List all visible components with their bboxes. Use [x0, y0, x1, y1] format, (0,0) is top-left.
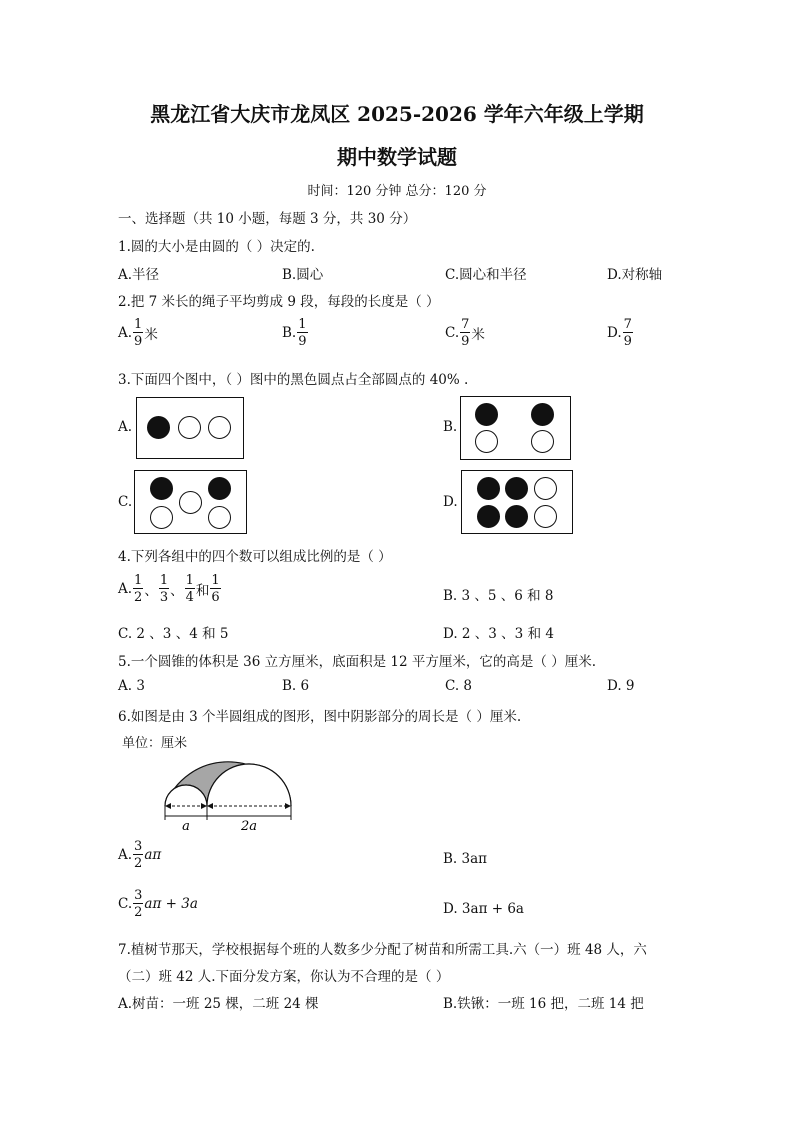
fraction [297, 318, 307, 348]
q7-option-b: B.铁锹：一班 16 把，二班 14 把 [443, 996, 644, 1012]
fraction-numerator: 1 [134, 317, 143, 332]
question-6-stem: 6.如图是由 3 个半圆组成的图形，图中阴影部分的周长是（ ）厘米. [118, 709, 522, 725]
q3-figure-b [460, 396, 571, 460]
q4-option-a [118, 574, 222, 604]
q5-option-a: A. 3 [118, 678, 145, 694]
black-dot [477, 477, 500, 500]
white-dot [534, 505, 557, 528]
q3-option-d-label: D. [443, 494, 458, 510]
q3-option-c-label: C. [118, 494, 133, 510]
q4-option-c: C. 2 、3 、4 和 5 [118, 626, 229, 642]
question-5-stem: 5.一个圆锥的体积是 36 立方厘米，底面积是 12 平方厘米，它的高是（ ）厘米. [118, 654, 596, 670]
q6-option-c [118, 889, 198, 919]
q2-option-a [118, 318, 158, 348]
fraction-numerator: 7 [623, 317, 632, 332]
fraction [159, 574, 169, 604]
q4-option-label: A. [118, 581, 133, 597]
fraction-numerator: 3 [134, 888, 143, 903]
q3-option-a-label: A. [118, 419, 133, 435]
white-dot [208, 506, 231, 529]
q4-option-b: B. 3 、5 、6 和 8 [443, 588, 554, 604]
q5-option-d: D. 9 [607, 678, 635, 694]
white-dot [208, 416, 231, 439]
fraction-denominator: 9 [461, 334, 470, 349]
question-2-stem: 2.把 7 米长的绳子平均剪成 9 段，每段的长度是（ ） [118, 294, 440, 310]
white-dot [150, 506, 173, 529]
q6-option-label: C. [118, 896, 133, 912]
black-dot [208, 477, 231, 500]
black-dot [477, 505, 500, 528]
q1-option-d: D.对称轴 [607, 267, 663, 283]
black-dot [475, 403, 498, 426]
black-dot [505, 505, 528, 528]
question-7-stem-line1: 7.植树节那天，学校根据每个班的人数多少分配了树苗和所需工具.六（一）班 48 人，六 [118, 942, 647, 958]
white-dot [475, 430, 498, 453]
q2-option-d [607, 318, 634, 348]
fraction [133, 840, 143, 870]
q6-option-a [118, 840, 161, 870]
page-title: 黑龙江省大庆市龙凤区 2025-2026 学年六年级上学期 [150, 102, 644, 126]
fraction-denominator: 4 [185, 590, 194, 605]
fraction-numerator: 1 [159, 573, 169, 588]
q3-figure-a [136, 397, 244, 459]
separator: 、 [144, 583, 158, 599]
q3-option-b-label: B. [443, 419, 458, 435]
section-heading: 一、选择题（共 10 小题，每题 3 分，共 30 分） [118, 211, 417, 227]
black-dot [150, 477, 173, 500]
fraction-numerator: 3 [134, 839, 143, 854]
expression-tail: aπ + 3a [144, 896, 198, 912]
black-dot [505, 477, 528, 500]
exam-meta: 时间：120 分钟 总分：120 分 [307, 184, 487, 199]
fraction-denominator: 2 [134, 905, 143, 920]
white-dot [179, 491, 202, 514]
q1-option-b: B.圆心 [282, 267, 324, 283]
expression-tail: aπ [144, 847, 162, 863]
q3-figure-c [134, 470, 247, 534]
fraction-numerator: 1 [134, 573, 143, 588]
black-dot [147, 416, 170, 439]
fraction-denominator: 2 [134, 590, 143, 605]
white-dot [178, 416, 201, 439]
separator: 、 [170, 583, 184, 599]
fraction [210, 574, 220, 604]
unit: 米 [471, 327, 485, 343]
q4-option-d: D. 2 、3 、3 和 4 [443, 626, 554, 642]
question-3-stem: 3.下面四个图中，（ ）图中的黑色圆点占全部圆点的 40% . [118, 372, 469, 388]
fraction [133, 889, 143, 919]
fraction-numerator: 1 [298, 317, 307, 332]
q6-option-d: D. 3aπ + 6a [443, 901, 524, 917]
fraction [460, 318, 470, 348]
fraction-numerator: 7 [461, 317, 470, 332]
q6-option-b: B. 3aπ [443, 851, 488, 867]
fraction-numerator: 1 [211, 573, 220, 588]
semicircle-figure [155, 740, 300, 832]
q2-option-label: A. [118, 325, 133, 341]
q2-option-label: B. [282, 325, 297, 341]
q2-option-b [282, 318, 309, 348]
q3-figure-d [461, 470, 573, 534]
fraction [133, 318, 143, 348]
q6-option-label: A. [118, 847, 133, 863]
q5-option-b: B. 6 [282, 678, 310, 694]
unit-label: 单位：厘米 [122, 736, 188, 751]
page-subtitle: 期中数学试题 [337, 145, 457, 169]
fraction-numerator: 1 [185, 573, 194, 588]
q2-option-label: D. [607, 325, 622, 341]
q1-option-c: C.圆心和半径 [445, 267, 527, 283]
fraction-denominator: 3 [159, 590, 169, 605]
q2-option-c [445, 318, 485, 348]
white-dot [534, 477, 557, 500]
dimension-label-small: a [182, 819, 190, 832]
fraction-denominator: 2 [134, 856, 143, 871]
fraction [185, 574, 195, 604]
black-dot [531, 403, 554, 426]
white-dot [531, 430, 554, 453]
q1-option-a: A.半径 [118, 267, 160, 283]
question-4-stem: 4.下列各组中的四个数可以组成比例的是（ ） [118, 549, 392, 565]
question-1-stem: 1.圆的大小是由圆的（ ）决定的. [118, 239, 315, 255]
separator: 和 [195, 583, 210, 599]
q7-option-a: A.树苗：一班 25 棵，二班 24 棵 [118, 996, 319, 1012]
fraction-denominator: 6 [211, 590, 220, 605]
fraction [133, 574, 143, 604]
fraction-denominator: 9 [134, 334, 143, 349]
q5-option-c: C. 8 [445, 678, 473, 694]
question-7-stem-line2: （二）班 42 人.下面分发方案，你认为不合理的是（ ） [118, 969, 450, 985]
dimension-label-large: 2a [240, 819, 258, 832]
unit: 米 [144, 327, 158, 343]
q2-option-label: C. [445, 325, 460, 341]
fraction-denominator: 9 [623, 334, 632, 349]
fraction [623, 318, 633, 348]
fraction-denominator: 9 [298, 334, 307, 349]
